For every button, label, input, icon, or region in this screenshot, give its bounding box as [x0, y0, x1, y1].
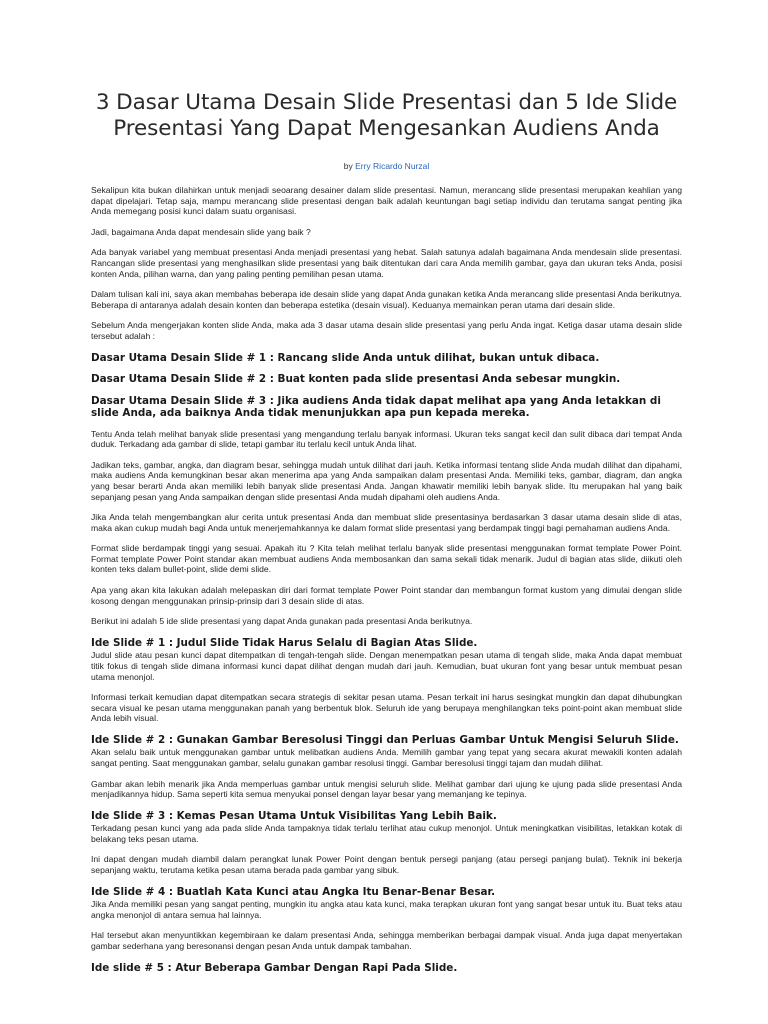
paragraph: Jadi, bagaimana Anda dapat mendesain slide yang baik ?	[91, 226, 311, 237]
paragraph: Apa yang akan kita lakukan adalah melepaskan diri dari format template Power Point standar dan membangun format kustom yang dimulai dengan slide kosong dengan menggunakan prinsip-prinsip dari 3 desain slide di atas.	[91, 585, 682, 606]
paragraph: Sekalipun kita bukan dilahirkan untuk menjadi seoarang desainer dalam slide presentasi. Namun, merancang slide presentasi merupakan keahlian yang dapat dipelajari. Tetap saja, mampu merancang slide presentasi dengan baik adalah keuntungan bagi setiap individu dan terutama sangat penting jika Anda memegang posisi kunci dalam suatu organisasi.	[91, 185, 682, 217]
paragraph: Judul slide atau pesan kunci dapat ditempatkan di tengah-tengah slide. Dengan menempatkan pesan utama di tengah slide, maka Anda dapat membuat titik fokus di tengah slide dimana informasi kunci dapat dilihat dengan mudah dari jauh. Kemudian, buat ukuran font yang besar untuk membuat pesan utama menonjol.	[91, 650, 682, 682]
article-body	[91, 185, 682, 974]
section-heading: Ide Slide # 3 : Kemas Pesan Utama Untuk Visibilitas Yang Lebih Baik.	[91, 809, 497, 822]
paragraph: Berikut ini adalah 5 ide slide presentasi yang dapat Anda gunakan pada presentasi Anda berikutnya.	[91, 616, 473, 627]
paragraph: Dalam tulisan kali ini, saya akan membahas beberapa ide desain slide yang dapat Anda gunakan ketika Anda merancang slide presentasi Anda berikutnya. Beberapa di antaranya adalah desain konten dan beberapa estetika (desain visual). Keduanya memainkan peran utama dari desain slide.	[91, 289, 682, 310]
section-heading: Ide Slide # 1 : Judul Slide Tidak Harus Selalu di Bagian Atas Slide.	[91, 636, 478, 649]
paragraph: Terkadang pesan kunci yang ada pada slide Anda tampaknya tidak terlalu terlihat atau cukup menonjol. Untuk meningkatkan visibilitas, letakkan kotak di belakang teks pesan utama.	[91, 823, 682, 844]
idea-section	[91, 886, 682, 921]
paragraph: Jadikan teks, gambar, angka, dan diagram besar, sehingga mudah untuk dilihat dari jauh. Ketika informasi tentang slide Anda mudah dilihat dan dipahami, maka audiens Anda kemungkinan besar akan menerima apa yang Anda sampaikan dalam presentasi Anda. Memiliki teks, gambar, diagram, dan angka yang besar berarti Anda akan memiliki lebih banyak slide presentasi Anda. Jangan khawatir memiliki lebih banyak slide. Itu merupakan hal yang baik sepanjang pesan yang Anda sampaikan dengan slide presentasi Anda mudah dipahami oleh audiens Anda.	[91, 459, 682, 502]
section-heading: Dasar Utama Desain Slide # 3 : Jika audiens Anda tidak dapat melihat apa yang Anda letakkan di slide Anda, ada baiknya Anda tidak menunjukkan apa pun kepada mereka.	[91, 394, 661, 420]
article-title: 3 Dasar Utama Desain Slide Presentasi dan 5 Ide Slide Presentasi Yang Dapat Mengesankan Audiens Anda	[95, 90, 678, 141]
idea-section	[91, 734, 682, 769]
idea-section	[91, 637, 682, 682]
paragraph: Akan selalu baik untuk menggunakan gambar untuk melibatkan audiens Anda. Memilih gambar yang tepat yang secara akurat mewakili konten adalah sangat penting. Saat menggunakan gambar, selalu gunakan gambar resolusi tinggi. Gambar beresolusi tinggi tajam dan mudah dilihat.	[91, 747, 682, 768]
section-heading: Dasar Utama Desain Slide # 2 : Buat konten pada slide presentasi Anda sebesar mungkin.	[91, 373, 621, 386]
author-link[interactable]: Erry Ricardo Nurzal	[355, 161, 430, 171]
paragraph: Gambar akan lebih menarik jika Anda memperluas gambar untuk mengisi seluruh slide. Melihat gambar dari ujung ke ujung pada slide presentasi Anda menjadikannya hidup. Sama seperti kita semua menyukai ponsel dengan layar besar yang memanjang ke tepinya.	[91, 778, 682, 800]
paragraph: Informasi terkait kemudian dapat ditempatkan secara strategis di sekitar pesan utama. Pesan terkait ini harus sesingkat mungkin dan dapat dihubungkan secara visual ke pesan utama menggunakan panah yang berbentuk blok. Seluruh ide yang berupaya menghilangkan teks point-point akan membuat slide Anda lebih visual.	[91, 692, 682, 724]
section-heading: Ide Slide # 2 : Gunakan Gambar Beresolusi Tinggi dan Perluas Gambar Untuk Mengisi Seluruh Slide.	[91, 733, 679, 746]
byline-prefix: by	[343, 161, 356, 171]
section-heading: Dasar Utama Desain Slide # 1 : Rancang slide Anda untuk dilihat, bukan untuk dibaca.	[91, 351, 600, 364]
section-heading: Ide slide # 5 : Atur Beberapa Gambar Dengan Rapi Pada Slide.	[91, 961, 458, 974]
idea-section	[91, 810, 682, 845]
paragraph: Jika Anda telah mengembangkan alur cerita untuk presentasi Anda dan membuat slide presentasinya berdasarkan 3 dasar utama desain slide di atas, maka akan cukup mudah bagi Anda untuk menerjemahkannya ke dalam format slide presentasi yang berdampak tinggi bagi pemahaman audiens Anda.	[91, 512, 682, 533]
paragraph: Ini dapat dengan mudah diambil dalam perangkat lunak Power Point dengan bentuk persegi panjang (atau persegi panjang bulat). Teknik ini bekerja sepanjang waktu, terutama ketika pesan utama berada pada gambar yang sibuk.	[91, 854, 682, 876]
section-heading: Ide Slide # 4 : Buatlah Kata Kunci atau Angka Itu Benar-Benar Besar.	[91, 885, 496, 898]
paragraph: Hal tersebut akan menyuntikkan kegembiraan ke dalam presentasi Anda, sehingga memberikan berbagai dampak visual. Anda juga dapat menyertakan gambar sederhana yang beresonansi dengan pesan Anda untuk dampak tambahan.	[91, 930, 682, 951]
paragraph: Format slide berdampak tinggi yang sesuai. Apakah itu ? Kita telah melihat terlalu banyak slide presentasi menggunakan format template Power Point. Format template Power Point standar akan membuat audiens Anda membosankan dan sama sekali tidak menarik. Judul di bagian atas slide, diikuti oleh konten teks dalam bullet-point, slide demi slide.	[91, 543, 682, 575]
paragraph: Tentu Anda telah melihat banyak slide presentasi yang mengandung terlalu banyak informasi. Ukuran teks sangat kecil dan sulit dibaca dari tempat Anda duduk. Terkadang ada gambar di slide, tetapi gambar itu terlalu kecil untuk Anda lihat.	[91, 428, 682, 450]
byline	[91, 161, 682, 171]
paragraph: Jika Anda memiliki pesan yang sangat penting, mungkin itu angka atau kata kunci, maka terapkan ukuran font yang sangat besar untuk itu. Buat teks atau angka menonjol di antara semua hal lainnya.	[91, 899, 682, 920]
paragraph: Ada banyak variabel yang membuat presentasi Anda menjadi presentasi yang hebat. Salah satunya adalah bagaimana Anda mendesain slide presentasi. Rancangan slide presentasi yang menghasilkan slide presentasi yang baik ditentukan dari cara Anda memilih gambar, gaya dan ukuran teks Anda, posisi konten Anda, pilihan warna, dan yang paling penting pemilihan pesan utama.	[91, 247, 682, 279]
paragraph: Sebelum Anda mengerjakan konten slide Anda, maka ada 3 dasar utama desain slide presentasi yang perlu Anda ingat. Ketiga dasar utama desain slide tersebut adalah :	[91, 320, 682, 341]
